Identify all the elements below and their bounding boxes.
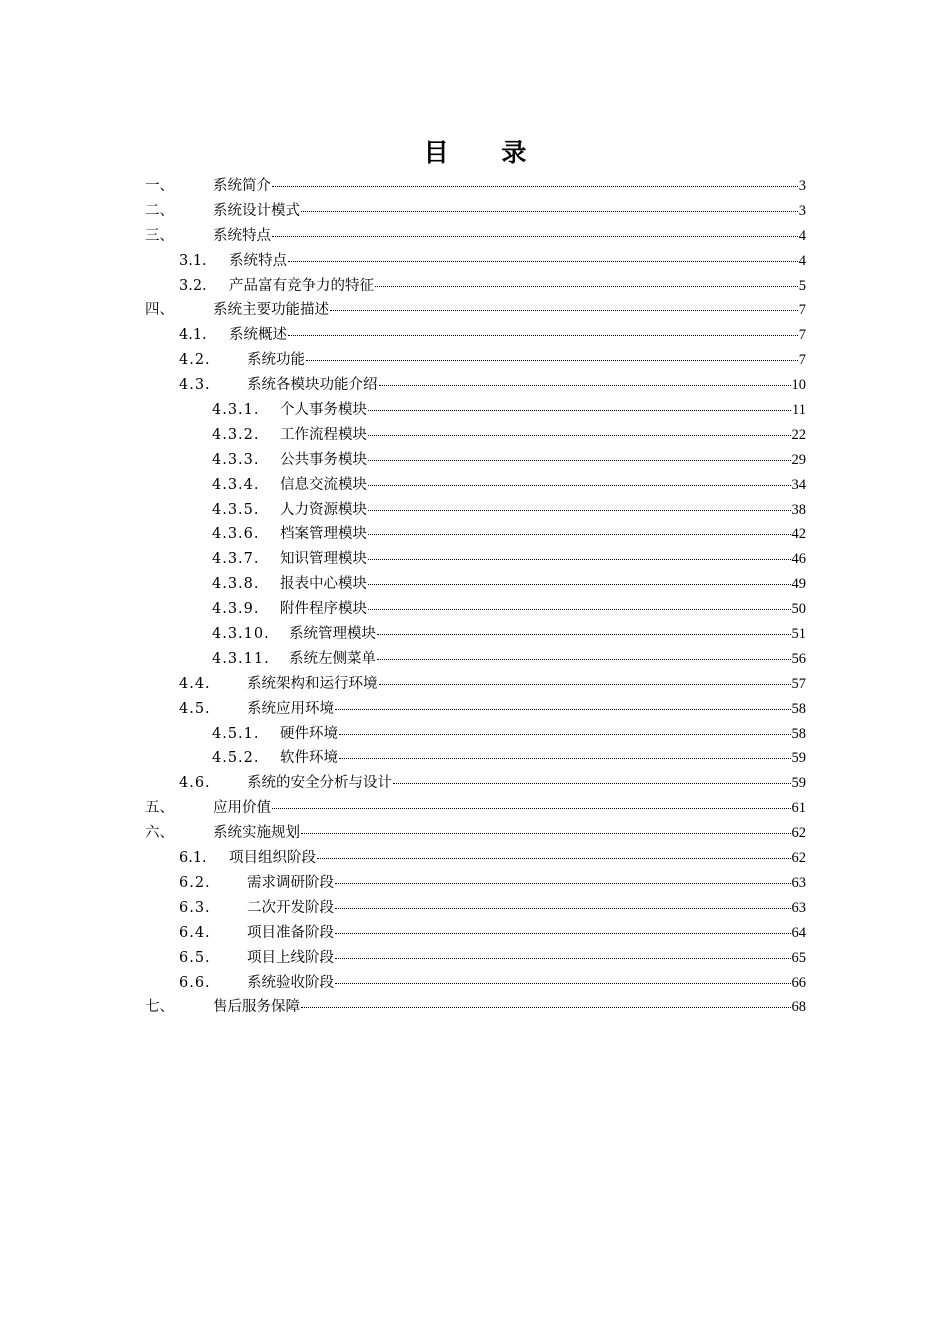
toc-entry-title: 系统应用环境 <box>247 700 334 717</box>
toc-dot-leader <box>306 359 798 361</box>
toc-page-number: 3 <box>798 178 806 194</box>
toc-entry-number: 4.3.7. <box>212 551 260 568</box>
toc-page-number: 11 <box>792 402 806 419</box>
toc-dot-leader <box>335 957 791 959</box>
toc-entry[interactable] <box>145 473 806 498</box>
toc-dot-leader <box>288 260 798 262</box>
toc-page-number: 64 <box>791 924 806 941</box>
toc-entry-title: 系统验收阶段 <box>247 974 334 991</box>
toc-entry[interactable] <box>145 971 806 996</box>
toc-entry-number: 4.6. <box>179 775 211 792</box>
toc-entry[interactable] <box>145 946 806 971</box>
toc-entry-number: 4.5.1. <box>212 725 260 742</box>
toc-page-number: 62 <box>791 850 806 867</box>
toc-entry-number: 4.3.8. <box>212 576 260 593</box>
toc-entry-title: 系统实施规划 <box>213 825 300 842</box>
toc-entry[interactable] <box>145 921 806 946</box>
toc-page-number: 63 <box>791 899 806 916</box>
toc-dot-leader <box>272 185 798 187</box>
toc-page-number: 10 <box>791 377 806 394</box>
toc-dot-leader <box>335 982 791 984</box>
toc-entry[interactable] <box>145 672 806 697</box>
toc-entry-number: 六、 <box>145 825 174 842</box>
toc-dot-leader <box>335 708 791 710</box>
toc-entry-title: 工作流程模块 <box>280 426 367 443</box>
toc-page-number: 62 <box>791 825 806 842</box>
toc-entry-number: 4.3.1. <box>212 402 260 419</box>
toc-page-number: 61 <box>791 800 806 817</box>
toc-entry[interactable] <box>145 722 806 747</box>
toc-entry-title: 公共事务模块 <box>280 451 367 468</box>
toc-dot-leader <box>301 832 791 834</box>
toc-entry[interactable] <box>145 498 806 523</box>
toc-entry-number: 4.1. <box>179 327 207 344</box>
toc-entry[interactable] <box>145 547 806 572</box>
toc-entry-number: 4.3.9. <box>212 601 260 618</box>
toc-dot-leader <box>368 558 791 560</box>
toc-page-number: 65 <box>791 949 806 966</box>
toc-page-number: 7 <box>798 302 806 319</box>
toc-entry-number: 6.1. <box>179 850 207 867</box>
toc-entry-number: 4.3.4. <box>212 476 260 493</box>
toc-entry-number: 3.1. <box>179 252 207 269</box>
toc-dot-leader <box>368 409 791 411</box>
toc-dot-leader <box>368 608 791 610</box>
toc-entry-title: 系统功能 <box>247 352 305 369</box>
toc-entry[interactable] <box>145 348 806 373</box>
toc-entry[interactable] <box>145 771 806 796</box>
toc-entry[interactable] <box>145 373 806 398</box>
toc-entry[interactable] <box>145 448 806 473</box>
toc-entry-title: 报表中心模块 <box>280 576 367 593</box>
toc-entry-number: 三、 <box>145 227 174 244</box>
toc-entry[interactable] <box>145 522 806 547</box>
toc-page-number: 50 <box>791 601 806 618</box>
toc-entry[interactable] <box>145 597 806 622</box>
toc-dot-leader <box>301 210 798 212</box>
table-of-contents <box>145 174 806 1020</box>
toc-entry[interactable] <box>145 846 806 871</box>
toc-page-number: 4 <box>798 252 806 269</box>
toc-dot-leader <box>368 509 791 511</box>
toc-dot-leader <box>368 484 791 486</box>
toc-dot-leader <box>393 782 791 784</box>
toc-entry-number: 4.4. <box>179 675 211 692</box>
toc-entry-title: 系统设计模式 <box>213 202 300 219</box>
toc-dot-leader <box>368 434 791 436</box>
toc-dot-leader <box>339 757 791 759</box>
toc-entry-number: 4.3.10. <box>212 626 270 643</box>
toc-entry-title: 项目组织阶段 <box>229 850 316 867</box>
toc-entry-number: 4.3.5. <box>212 501 260 518</box>
toc-entry-title: 二次开发阶段 <box>247 899 334 916</box>
toc-page-number: 34 <box>791 476 806 493</box>
toc-entry-number: 4.3.6. <box>212 526 260 543</box>
toc-entry[interactable] <box>145 224 806 249</box>
toc-page-number: 7 <box>798 327 806 344</box>
toc-entry-number: 6.5. <box>179 949 211 966</box>
toc-page-number: 4 <box>798 227 806 244</box>
toc-entry-title: 产品富有竞争力的特征 <box>229 277 374 294</box>
toc-dot-leader <box>301 1006 791 1008</box>
toc-dot-leader <box>330 309 798 311</box>
toc-page-number: 46 <box>791 551 806 568</box>
toc-entry[interactable] <box>145 796 806 821</box>
toc-entry[interactable] <box>145 249 806 274</box>
toc-entry-title: 项目上线阶段 <box>247 949 334 966</box>
toc-entry-number: 二、 <box>145 202 174 219</box>
toc-entry[interactable] <box>145 622 806 647</box>
toc-page-number: 38 <box>791 501 806 518</box>
toc-entry-title: 硬件环境 <box>280 725 338 742</box>
toc-entry[interactable] <box>145 746 806 771</box>
toc-entry-number: 4.3.3. <box>212 451 260 468</box>
toc-entry-number: 七、 <box>145 999 174 1016</box>
toc-dot-leader <box>317 857 791 859</box>
toc-entry-title: 项目准备阶段 <box>247 924 334 941</box>
toc-dot-leader <box>368 583 791 585</box>
toc-entry-title: 系统的安全分析与设计 <box>247 775 392 792</box>
toc-entry-title: 需求调研阶段 <box>247 874 334 891</box>
toc-entry-title: 应用价值 <box>213 800 271 817</box>
toc-page-number: 5 <box>798 277 806 294</box>
toc-dot-leader <box>377 658 791 660</box>
toc-entry-number: 4.3. <box>179 377 211 394</box>
toc-dot-leader <box>379 384 791 386</box>
toc-dot-leader <box>339 733 791 735</box>
toc-entry-title: 知识管理模块 <box>280 551 367 568</box>
toc-entry-number: 6.4. <box>179 924 211 941</box>
toc-page-number: 42 <box>791 526 806 543</box>
toc-entry-title: 系统简介 <box>213 178 271 194</box>
toc-page-number: 58 <box>791 725 806 742</box>
toc-entry-number: 4.5. <box>179 700 211 717</box>
toc-page-number: 29 <box>791 451 806 468</box>
toc-entry-title: 人力资源模块 <box>280 501 367 518</box>
toc-entry[interactable] <box>145 697 806 722</box>
toc-dot-leader <box>272 807 791 809</box>
toc-entry[interactable] <box>145 174 806 199</box>
toc-entry-number: 一、 <box>145 178 174 194</box>
toc-entry-number: 4.5.2. <box>212 750 260 767</box>
toc-entry-title: 系统管理模块 <box>289 626 376 643</box>
toc-dot-leader <box>377 633 791 635</box>
toc-entry-title: 系统左侧菜单 <box>289 650 376 667</box>
toc-entry-number: 6.6. <box>179 974 211 991</box>
toc-page-number: 51 <box>791 626 806 643</box>
toc-dot-leader <box>379 683 791 685</box>
toc-page-number: 63 <box>791 874 806 891</box>
toc-entry[interactable] <box>145 821 806 846</box>
toc-entry[interactable] <box>145 572 806 597</box>
toc-dot-leader <box>375 285 798 287</box>
toc-entry-title: 系统各模块功能介绍 <box>247 377 378 394</box>
toc-entry-title: 系统主要功能描述 <box>213 302 329 319</box>
toc-entry-title: 软件环境 <box>280 750 338 767</box>
toc-entry[interactable] <box>145 398 806 423</box>
toc-dot-leader <box>335 932 791 934</box>
toc-entry-title: 个人事务模块 <box>280 402 367 419</box>
toc-entry[interactable] <box>145 274 806 299</box>
toc-dot-leader <box>368 459 791 461</box>
toc-entry-title: 系统概述 <box>229 327 287 344</box>
toc-entry-number: 四、 <box>145 302 174 319</box>
toc-page-number: 59 <box>791 775 806 792</box>
toc-page-number: 57 <box>791 675 806 692</box>
toc-entry-number: 4.3.2. <box>212 426 260 443</box>
toc-entry[interactable] <box>145 995 806 1020</box>
toc-entry[interactable] <box>145 871 806 896</box>
toc-entry-title: 档案管理模块 <box>280 526 367 543</box>
toc-entry-title: 附件程序模块 <box>280 601 367 618</box>
toc-entry-title: 售后服务保障 <box>213 999 300 1016</box>
toc-dot-leader <box>368 533 791 535</box>
toc-dot-leader <box>335 882 791 884</box>
toc-page-number: 7 <box>798 352 806 369</box>
toc-entry-title: 系统架构和运行环境 <box>247 675 378 692</box>
toc-page-number: 66 <box>791 974 806 991</box>
toc-entry[interactable] <box>145 647 806 672</box>
toc-entry-number: 五、 <box>145 800 174 817</box>
toc-page-number: 58 <box>791 700 806 717</box>
toc-entry[interactable] <box>145 323 806 348</box>
toc-entry-title: 信息交流模块 <box>280 476 367 493</box>
toc-dot-leader <box>272 235 798 237</box>
toc-entry[interactable] <box>145 423 806 448</box>
toc-page-number: 22 <box>791 426 806 443</box>
toc-dot-leader <box>288 334 798 336</box>
toc-page-number: 49 <box>791 576 806 593</box>
toc-entry-number: 3.2. <box>179 277 207 294</box>
toc-entry-title: 系统特点 <box>213 227 271 244</box>
toc-entry-title: 系统特点 <box>229 252 287 269</box>
toc-page-number: 59 <box>791 750 806 767</box>
toc-page-number: 3 <box>798 202 806 219</box>
toc-entry-number: 6.3. <box>179 899 211 916</box>
toc-entry-number: 4.2. <box>179 352 211 369</box>
toc-entry[interactable] <box>145 199 806 224</box>
toc-entry-number: 4.3.11. <box>212 650 270 667</box>
toc-entry[interactable] <box>145 896 806 921</box>
toc-page-number: 56 <box>791 650 806 667</box>
page-title: 目 录 <box>423 138 549 167</box>
toc-entry[interactable] <box>145 298 806 323</box>
toc-dot-leader <box>335 907 791 909</box>
toc-entry-number: 6.2. <box>179 874 211 891</box>
toc-page-number: 68 <box>791 999 806 1016</box>
